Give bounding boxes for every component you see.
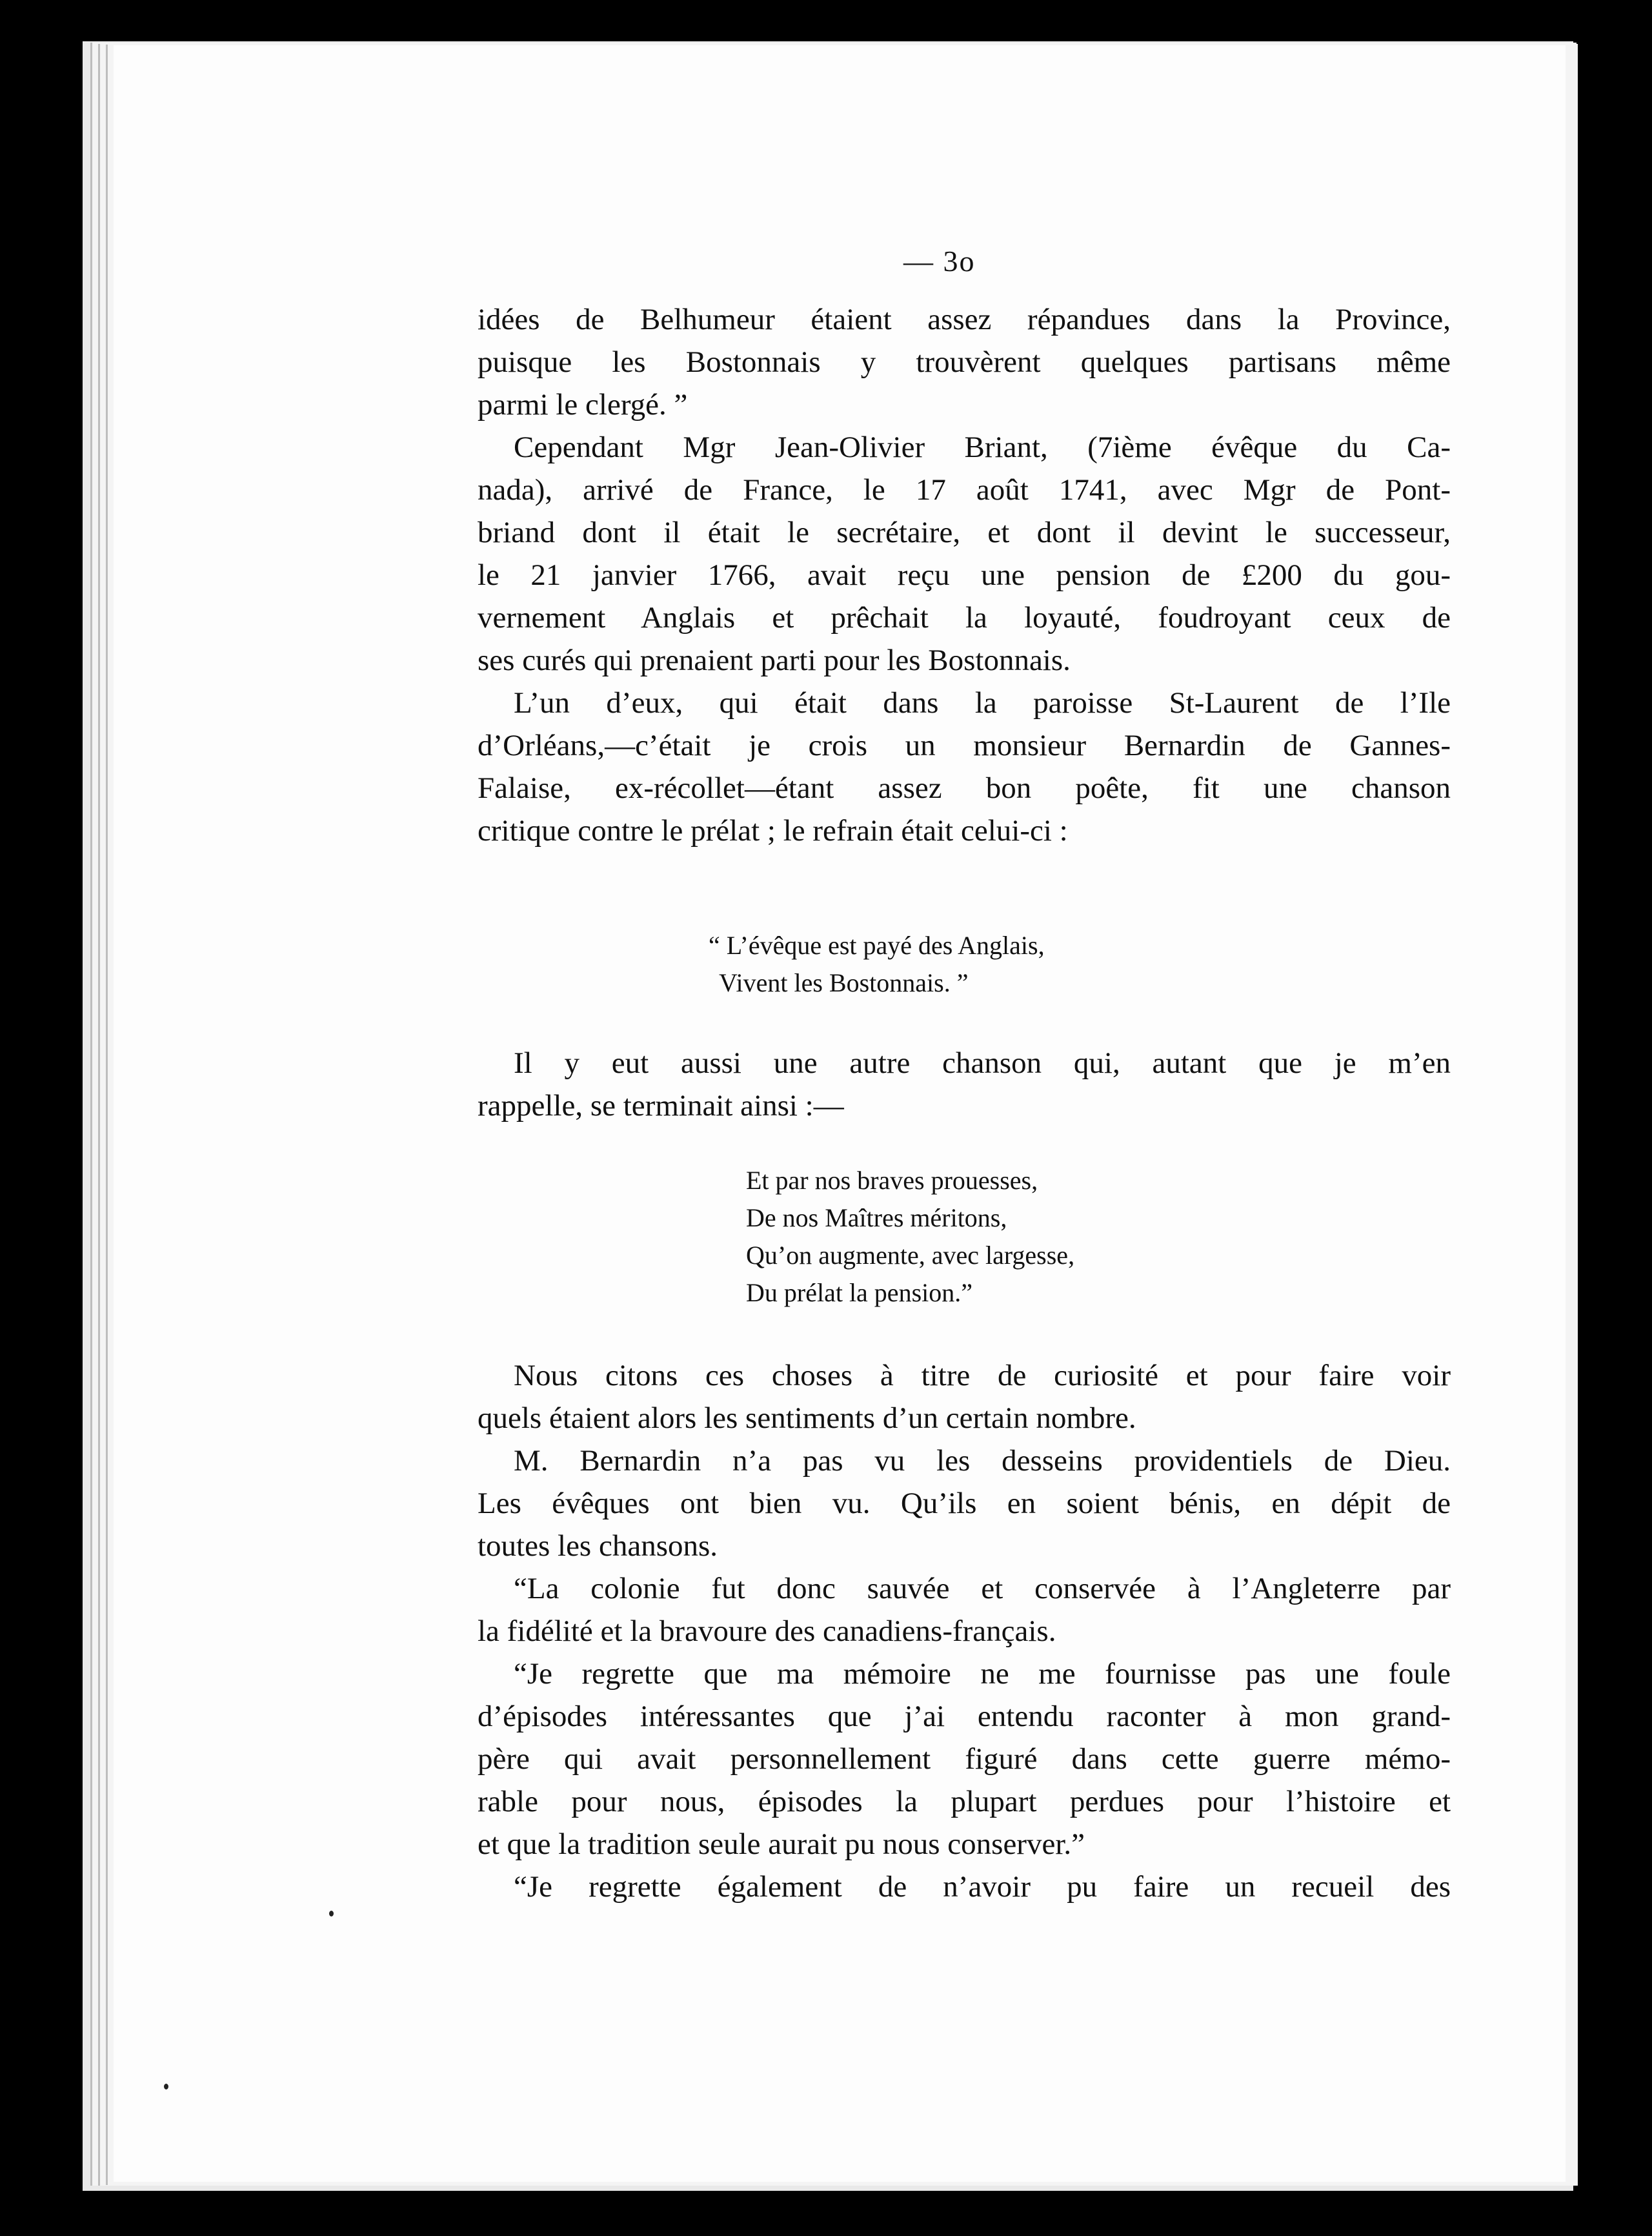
text-line: critique contre le prélat ; le refrain était celui-ci :: [478, 814, 1068, 848]
text-line: briand dont il était le secrétaire, et dont il devint le successeur,: [478, 516, 1451, 549]
page-number: — 3o: [903, 245, 976, 278]
verse-line: Du prélat la pension.”: [746, 1278, 972, 1307]
text-line: le 21 janvier 1766, avait reçu une pension de £200 du gou-: [478, 558, 1451, 592]
text-line: “Je regrette également de n’avoir pu faire un recueil des: [514, 1870, 1451, 1904]
text-line: quels étaient alors les sentiments d’un certain nombre.: [478, 1401, 1136, 1435]
text-line: “Je regrette que ma mémoire ne me fournisse pas une foule: [514, 1657, 1451, 1691]
body-text-lower: [478, 1354, 1451, 1908]
verse-line: “ L’évêque est payé des Anglais,: [709, 931, 1045, 960]
text-line: rappelle, se terminait ainsi :—: [478, 1089, 844, 1123]
verse-refrain: [709, 927, 1045, 1002]
text-line: “La colonie fut donc sauvée et conservée à l’Angleterre par: [514, 1572, 1451, 1605]
body-text-middle: [478, 1042, 1451, 1127]
text-line: idées de Belhumeur étaient assez répandues dans la Province,: [478, 303, 1451, 336]
text-line: vernement Anglais et prêchait la loyauté, foudroyant ceux de: [478, 601, 1451, 635]
text-line: ses curés qui prenaient parti pour les Bostonnais.: [478, 644, 1071, 677]
text-line: d’épisodes intéressantes que j’ai entendu raconter à mon grand-: [478, 1700, 1451, 1733]
text-line: puisque les Bostonnais y trouvèrent quelques partisans même: [478, 345, 1451, 379]
text-line: parmi le clergé. ”: [478, 388, 688, 422]
verse-song: [746, 1162, 1074, 1312]
verse-line: De nos Maîtres méritons,: [746, 1203, 1007, 1232]
scan-speck: [164, 2084, 168, 2089]
text-line: Falaise, ex-récollet—étant assez bon poête, fit une chanson: [478, 771, 1451, 805]
text-line: Il y eut aussi une autre chanson qui, autant que je m’en: [514, 1046, 1451, 1080]
body-text-upper: [478, 298, 1451, 852]
text-line: Nous citons ces choses à titre de curiosité et pour faire voir: [514, 1359, 1451, 1392]
verse-line: Et par nos braves prouesses,: [746, 1166, 1038, 1195]
text-line: Les évêques ont bien vu. Qu’ils en soient bénis, en dépit de: [478, 1487, 1451, 1520]
text-line: M. Bernardin n’a pas vu les desseins providentiels de Dieu.: [514, 1444, 1451, 1478]
text-line: et que la tradition seule aurait pu nous conserver.”: [478, 1827, 1085, 1861]
text-line: L’un d’eux, qui était dans la paroisse St-Laurent de l’Ile: [514, 686, 1451, 720]
text-line: père qui avait personnellement figuré dans cette guerre mémo-: [478, 1742, 1451, 1776]
text-line: toutes les chansons.: [478, 1529, 718, 1563]
text-line: la fidélité et la bravoure des canadiens-français.: [478, 1614, 1056, 1648]
scan-speck: [329, 1911, 334, 1916]
text-line: nada), arrivé de France, le 17 août 1741, avec Mgr de Pont-: [478, 473, 1451, 507]
text-line: rable pour nous, épisodes la plupart perdues pour l’histoire et: [478, 1785, 1451, 1818]
text-line: d’Orléans,—c’était je crois un monsieur Bernardin de Gannes-: [478, 729, 1451, 762]
text-line: Cependant Mgr Jean-Olivier Briant, (7ième évêque du Ca-: [514, 431, 1451, 464]
verse-line: Vivent les Bostonnais. ”: [719, 968, 969, 997]
verse-line: Qu’on augmente, avec largesse,: [746, 1241, 1075, 1270]
